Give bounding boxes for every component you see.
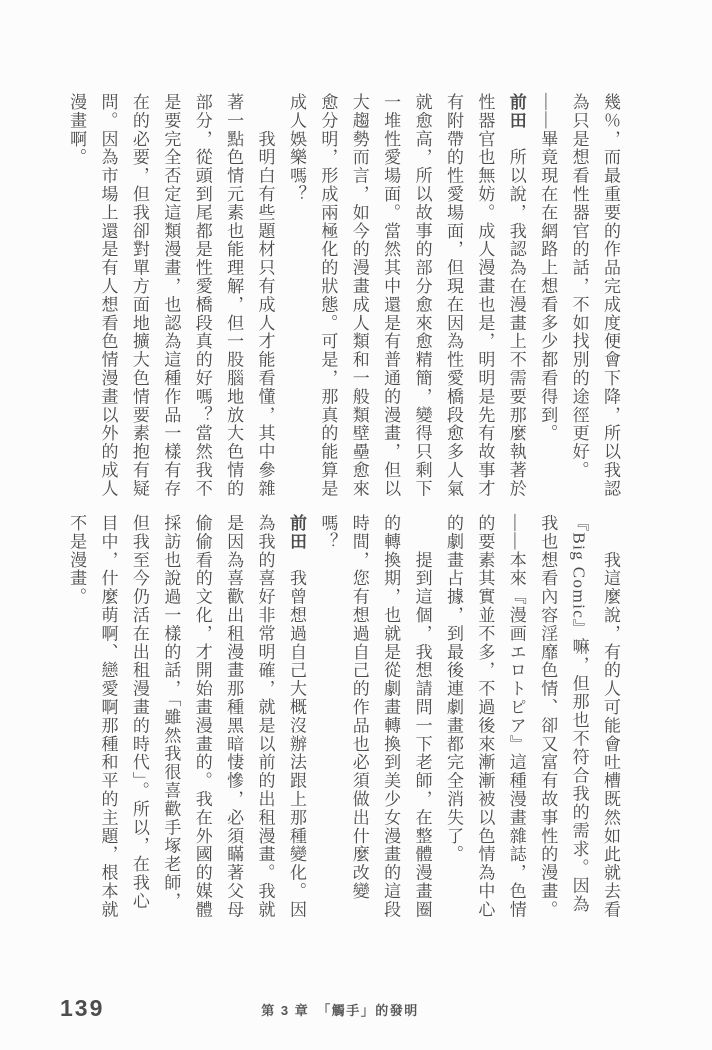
speaker-name: 前田 — [506, 93, 526, 130]
paragraph-text: 幾％，而最重要的作品完成度便會下降，所以我認為只是想看性器官的話，不如找別的途徑更好。 — [569, 93, 620, 498]
text-section-top — [60, 93, 626, 500]
paragraph-text: ——畢竟現在在網路上想看多少都看得到。 — [538, 93, 558, 443]
chapter-title: 第 3 章 「觸手」的發明 — [261, 1003, 419, 1018]
paragraph — [61, 93, 281, 500]
paragraph-text: 我曾想過自己大概沒辦法跟上那種變化。因為我的喜好非常明確，就是以前的出租漫畫。我就是因為喜歡出租漫畫那種黑暗悽慘，必須瞞著父母偷偷看的文化，才開始畫漫畫的。我在外國的媒體採訪也說過一樣的話，「雖然我很喜歡手塚老師，但我至今仍活在出租漫畫的時代」。所以，在我心目中，什麼萌啊、戀愛啊那種和平的主題，根本就不是漫畫。 — [67, 514, 306, 919]
paragraph-text: ——本來『漫画エロトピア』這種漫畫雜誌，色情的要素其實並不多，不過後來漸漸被以色情為中心的劇畫占據，到最後連劇畫都完全消失了。 — [443, 514, 526, 919]
paragraph-text: 我這麼說，有的人可能會吐槽既然如此就去看『Big Comic』嘛，但那也不符合我的需求。因為我也想看內容淫靡色情、卻又富有故事性的漫畫。 — [538, 514, 620, 919]
paragraph — [532, 93, 563, 500]
paragraph-text: 所以說，我認為在漫畫上不需要那麼執著於性器官也無妨。成人漫畫也是，明明是先有故事才有附帶的性愛場面，但現在因為性愛橋段愈多人氣就愈高，所以故事的部分愈來愈精簡，變得只剩下一堆性愛場面。當然其中還是有普通的漫畫，但以大趨勢而言，如今的漫畫成人類和一般類壁壘愈來愈分明，形成兩極化的狀態。可是，那真的能算是成人娛樂嗎？ — [286, 93, 526, 498]
page-number: 139 — [60, 995, 105, 1021]
paragraph-text: 提到這個，我想請問一下老師，在整體漫畫圈的轉換期，也就是從劇畫轉換到美少女漫畫的這段時間，您有想過自己的作品也必須做出什麼改變嗎？ — [318, 514, 432, 919]
paragraph — [563, 93, 626, 500]
paragraph — [281, 93, 532, 500]
paragraph — [312, 514, 438, 921]
speaker-name: 前田 — [286, 514, 306, 551]
paragraph-text: 我明白有些題材只有成人才能看懂，其中參雜著一點色情元素也能理解，但一股腦地放大色情的部分，從頭到尾都是性愛橋段真的好嗎？當然我不是要完全否定這類漫畫，也認為這種作品一樣有存在的必要，但我卻對單方面地擴大色情要素抱有疑問。因為市場上還是有人想看色情漫畫以外的成人漫畫啊。 — [67, 93, 275, 498]
paragraph — [61, 514, 312, 921]
text-section-bottom — [60, 514, 626, 921]
paragraph — [532, 514, 626, 921]
paragraph — [438, 514, 532, 921]
